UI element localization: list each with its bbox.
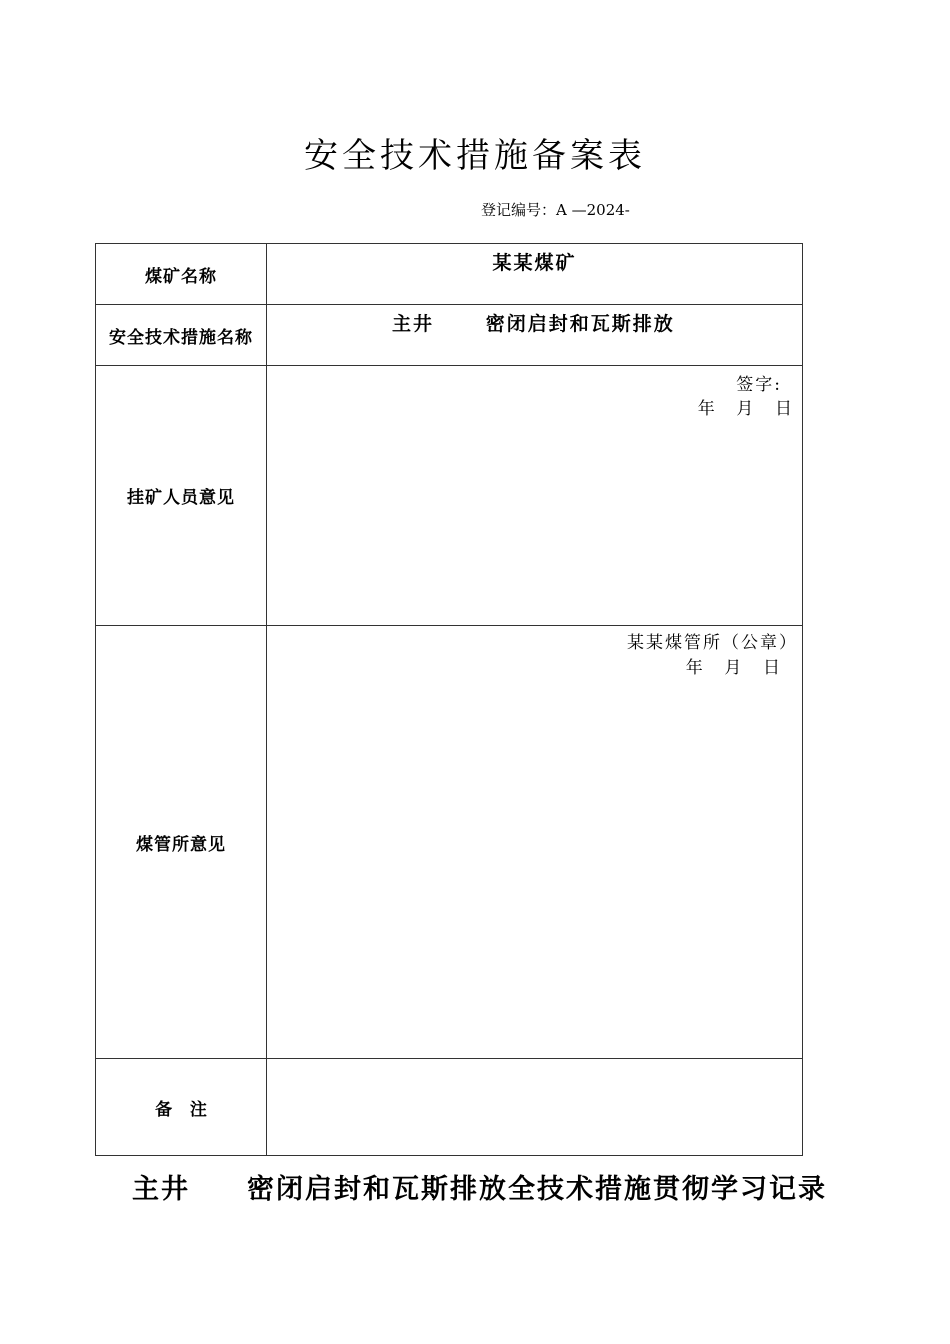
row-resident-opinion [96, 366, 803, 626]
bureau-date: 年 月 日 [685, 658, 780, 678]
row-remark [96, 1059, 803, 1156]
measure-name-cell [267, 305, 803, 366]
document-title: 安全技术措施备案表 [304, 136, 646, 176]
study-record-heading: 主井 密闭启封和瓦斯排放全技术措施贯彻学习记录 [132, 1174, 827, 1205]
row-bureau-opinion [96, 626, 803, 1059]
mine-name-value: 某某煤矿 [492, 252, 577, 274]
row-mine-name [96, 244, 803, 305]
row-measure-name [96, 305, 803, 366]
resident-opinion-cell [267, 366, 803, 626]
bureau-opinion-label: 煤管所意见 [96, 626, 267, 1059]
measure-name-value: 主井 密闭启封和瓦斯排放 [392, 313, 675, 335]
filing-form-table [95, 243, 803, 1156]
bureau-opinion-cell [267, 626, 803, 1059]
remark-label: 备 注 [96, 1059, 267, 1156]
mine-name-label: 煤矿名称 [96, 244, 267, 305]
bureau-seal-label: 某某煤管所（公章） [627, 633, 798, 653]
mine-name-cell [267, 244, 803, 305]
signature-label: 签字: [736, 375, 782, 395]
remark-cell [267, 1059, 803, 1156]
resident-date: 年 月 日 [697, 399, 792, 419]
measure-name-label: 安全技术措施名称 [96, 305, 267, 366]
resident-opinion-label: 挂矿人员意见 [96, 366, 267, 626]
registration-number: 登记编号：A —2024- [481, 201, 630, 219]
